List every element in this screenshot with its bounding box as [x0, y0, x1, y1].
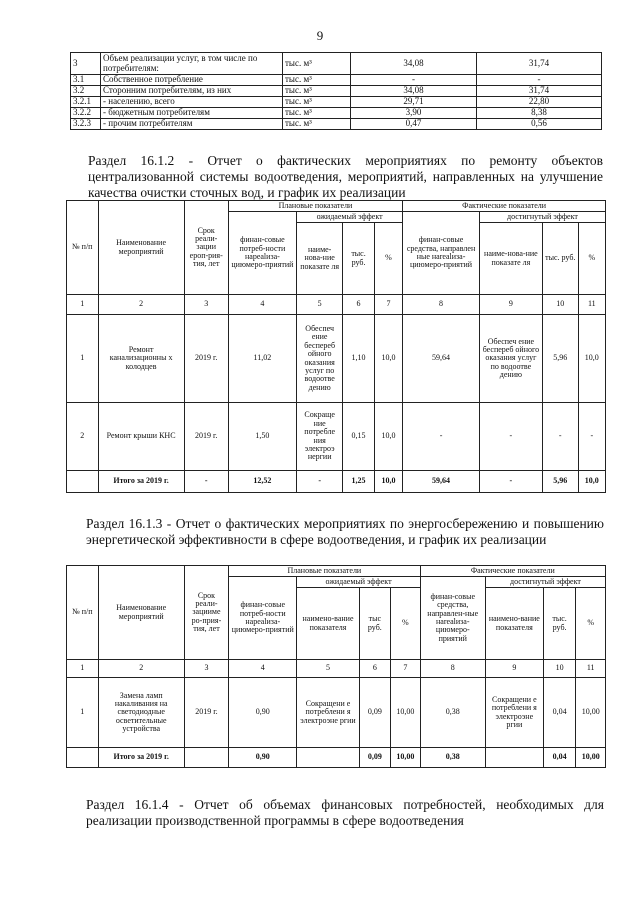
total-fact-pct: 10,00 — [576, 748, 606, 768]
col-head-term: Срок реали-зации ероп-рия-тия, лет — [184, 201, 228, 295]
col-head-fact-fin: финан-совые средства, направлен ные нarealиза-циюмеро-приятий — [403, 212, 480, 295]
section-heading-16-1-3: Раздел 16.1.3 - Отчет о фактических мероприятиях по энергосбережению и повышению энергетической эффективности в сфере водоотведения, и график их реализации — [86, 516, 604, 547]
total-fact-rub: 0,04 — [543, 748, 576, 768]
total-term-empty — [184, 748, 228, 768]
table-row — [67, 678, 606, 748]
total-fact-effect-empty — [485, 748, 543, 768]
column-number-row — [67, 295, 606, 315]
fact-effect: Обеспеч ение беспереб ойного оказания услуг по водоотве дению — [479, 315, 542, 403]
total-label: Итого за 2019 г. — [98, 471, 184, 493]
col-number: 11 — [578, 295, 605, 315]
fact-effect: - — [479, 403, 542, 471]
measure-name: Замена ламп накаливания на светодиодные осветительные устройства — [98, 678, 184, 748]
row-number: 3.2 — [71, 86, 101, 97]
row-number: 3.1 — [71, 75, 101, 86]
total-fact-fin: 59,64 — [403, 471, 480, 493]
total-label: Итого за 2019 г. — [98, 748, 184, 768]
plan-fin: 11,02 — [228, 315, 296, 403]
plan-fin: 1,50 — [228, 403, 296, 471]
col-number: 10 — [542, 295, 578, 315]
col-head-eff-name-fact: наиме-нова-ние показате ля — [479, 223, 542, 295]
col-head-eff-name: наимено-вание показателя — [297, 588, 359, 660]
fact-pct: 10,00 — [576, 678, 606, 748]
col-number: 1 — [67, 660, 99, 678]
plan-rub: 0,15 — [343, 403, 375, 471]
col-number: 9 — [479, 295, 542, 315]
col-head-num: № п/п — [67, 566, 99, 660]
fact-effect: Сокращени е потреблени я электроэне ргии — [485, 678, 543, 748]
total-row — [67, 748, 606, 768]
plan-value: 0,47 — [351, 119, 477, 130]
fact-value: 0,56 — [477, 119, 602, 130]
total-plan-effect-empty — [297, 748, 359, 768]
plan-value: 34,08 — [351, 53, 477, 75]
row-number: 1 — [67, 315, 99, 403]
table-row — [71, 108, 602, 119]
col-head-fact-fin: финан-совые средства, направлен-ные нarealиза-циюмеро-приятий — [420, 577, 485, 660]
col-head-pct: % — [391, 588, 421, 660]
plan-rub: 0,09 — [359, 678, 391, 748]
fact-value: 22,80 — [477, 97, 602, 108]
plan-effect: Сокращени е потреблени я электроэне ргии — [297, 678, 359, 748]
col-head-eff-name: наиме-нова-ние показате ля — [297, 223, 343, 295]
measure-name: Ремонт канализационны х колодцев — [98, 315, 184, 403]
col-number: 3 — [184, 295, 228, 315]
total-fact-effect: - — [479, 471, 542, 493]
row-unit: тыс. м³ — [283, 53, 351, 75]
col-head-fact: Фактические показатели — [403, 201, 606, 212]
col-number: 2 — [98, 660, 184, 678]
col-number: 4 — [228, 295, 296, 315]
total-plan-pct: 10,0 — [374, 471, 402, 493]
col-head-term: Срок реали-зацииме ро-прия-тия, лет — [184, 566, 228, 660]
col-number: 6 — [343, 295, 375, 315]
col-number: 8 — [403, 295, 480, 315]
col-head-rub-fact: тыс. руб. — [542, 223, 578, 295]
plan-fin: 0,90 — [229, 678, 297, 748]
col-head-num: № п/п — [67, 201, 99, 295]
total-fact-rub: 5,96 — [542, 471, 578, 493]
plan-effect: Сокраще ние потребле ния электроэ нергии — [297, 403, 343, 471]
col-number: 11 — [576, 660, 606, 678]
total-plan-effect: - — [297, 471, 343, 493]
row-name: - бюджетным потребителям — [101, 108, 283, 119]
total-plan-pct: 10,00 — [391, 748, 421, 768]
col-head-achieved: достигнутый эффект — [485, 577, 605, 588]
col-head-rub: тыс руб. — [359, 588, 391, 660]
row-number: 3 — [71, 53, 101, 75]
plan-value: - — [351, 75, 477, 86]
col-head-fact: Фактические показатели — [420, 566, 605, 577]
col-head-pct: % — [374, 223, 402, 295]
col-number: 1 — [67, 295, 99, 315]
col-head-eff-name-fact: наимено-вание показателя — [485, 588, 543, 660]
measure-name: Ремонт крыши КНС — [98, 403, 184, 471]
row-number: 2 — [67, 403, 99, 471]
row-name: Сторонним потребителям, из них — [101, 86, 283, 97]
fact-value: 8,38 — [477, 108, 602, 119]
row-number: 3.2.3 — [71, 119, 101, 130]
row-number: 3.2.2 — [71, 108, 101, 119]
table-row — [67, 315, 606, 403]
row-number: 3.2.1 — [71, 97, 101, 108]
fact-value: 31,74 — [477, 86, 602, 97]
table-row — [71, 86, 602, 97]
fact-value: 31,74 — [477, 53, 602, 75]
row-unit: тыс. м³ — [283, 108, 351, 119]
row-unit: тыс. м³ — [283, 75, 351, 86]
table-row — [67, 403, 606, 471]
fact-pct: - — [578, 403, 605, 471]
total-fact-pct: 10,0 — [578, 471, 605, 493]
col-number: 2 — [98, 295, 184, 315]
col-head-pct-fact: % — [576, 588, 606, 660]
total-num-empty — [67, 471, 99, 493]
row-unit: тыс. м³ — [283, 119, 351, 130]
section-heading-16-1-2: Раздел 16.1.2 - Отчет о фактических мероприятиях по ремонту объектов централизованной системы водоотведения, мероприятий, направленных на улучшение качества очистки сточных вод, и график их реализации — [88, 153, 603, 200]
col-head-plan: Плановые показатели — [228, 201, 402, 212]
row-number: 1 — [67, 678, 99, 748]
plan-effect: Обеспеч ение беспереб ойного оказания услуг по водоотве дению — [297, 315, 343, 403]
col-number: 7 — [374, 295, 402, 315]
fact-value: - — [477, 75, 602, 86]
col-number: 3 — [184, 660, 228, 678]
plan-value: 29,71 — [351, 97, 477, 108]
total-plan-rub: 0,09 — [359, 748, 391, 768]
col-number: 4 — [229, 660, 297, 678]
table-row — [71, 97, 602, 108]
measure-term: 2019 г. — [184, 315, 228, 403]
col-head-achieved: достигнутый эффект — [479, 212, 605, 223]
column-number-row — [67, 660, 606, 678]
col-head-plan-fin: финан-совые потреб-ности нарealиза-циюмеро-приятий — [229, 577, 297, 660]
fact-rub: - — [542, 403, 578, 471]
table-row — [71, 119, 602, 130]
row-name: - прочим потребителям — [101, 119, 283, 130]
row-name: Собственное потребление — [101, 75, 283, 86]
col-head-expected: ожидаемый эффект — [297, 577, 420, 588]
total-num-empty — [67, 748, 99, 768]
col-number: 7 — [391, 660, 421, 678]
total-term: - — [184, 471, 228, 493]
col-head-plan: Плановые показатели — [229, 566, 421, 577]
fact-fin: 59,64 — [403, 315, 480, 403]
total-row — [67, 471, 606, 493]
row-name: - населению, всего — [101, 97, 283, 108]
col-head-name: Наименование мероприятий — [98, 566, 184, 660]
fact-fin: 0,38 — [420, 678, 485, 748]
col-head-name: Наименование мероприятий — [98, 201, 184, 295]
row-unit: тыс. м³ — [283, 86, 351, 97]
plan-pct: 10,00 — [391, 678, 421, 748]
summary-table — [70, 52, 602, 130]
fact-pct: 10,0 — [578, 315, 605, 403]
col-number: 8 — [420, 660, 485, 678]
table-row — [71, 53, 602, 75]
plan-rub: 1,10 — [343, 315, 375, 403]
col-head-pct-fact: % — [578, 223, 605, 295]
fact-fin: - — [403, 403, 480, 471]
col-head-rub-fact: тыс. руб. — [543, 588, 576, 660]
table-row — [71, 75, 602, 86]
total-plan-fin: 0,90 — [229, 748, 297, 768]
row-name: Объем реализации услуг, в том числе по потребителям: — [101, 53, 283, 75]
col-head-expected: ожидаемый эффект — [297, 212, 403, 223]
total-plan-rub: 1,25 — [343, 471, 375, 493]
col-number: 6 — [359, 660, 391, 678]
plan-pct: 10,0 — [374, 403, 402, 471]
col-number: 5 — [297, 295, 343, 315]
col-head-plan-fin: финан-совые потреб-ности нарealиза-циюмеро-приятий — [228, 212, 296, 295]
fact-rub: 0,04 — [543, 678, 576, 748]
plan-pct: 10,0 — [374, 315, 402, 403]
fact-rub: 5,96 — [542, 315, 578, 403]
col-number: 9 — [485, 660, 543, 678]
total-plan-fin: 12,52 — [228, 471, 296, 493]
repair-measures-table — [66, 200, 606, 493]
total-fact-fin: 0,38 — [420, 748, 485, 768]
col-number: 5 — [297, 660, 359, 678]
row-unit: тыс. м³ — [283, 97, 351, 108]
measure-term: 2019 г. — [184, 403, 228, 471]
plan-value: 3,90 — [351, 108, 477, 119]
energy-saving-table — [66, 565, 606, 768]
col-head-rub: тыс. руб. — [343, 223, 375, 295]
plan-value: 34,08 — [351, 86, 477, 97]
section-heading-16-1-4: Раздел 16.1.4 - Отчет об объемах финансовых потребностей, необходимых для реализации производственной программы в сфере водоотведения — [86, 797, 604, 828]
measure-term: 2019 г. — [184, 678, 228, 748]
page-number: 9 — [316, 28, 324, 43]
col-number: 10 — [543, 660, 576, 678]
